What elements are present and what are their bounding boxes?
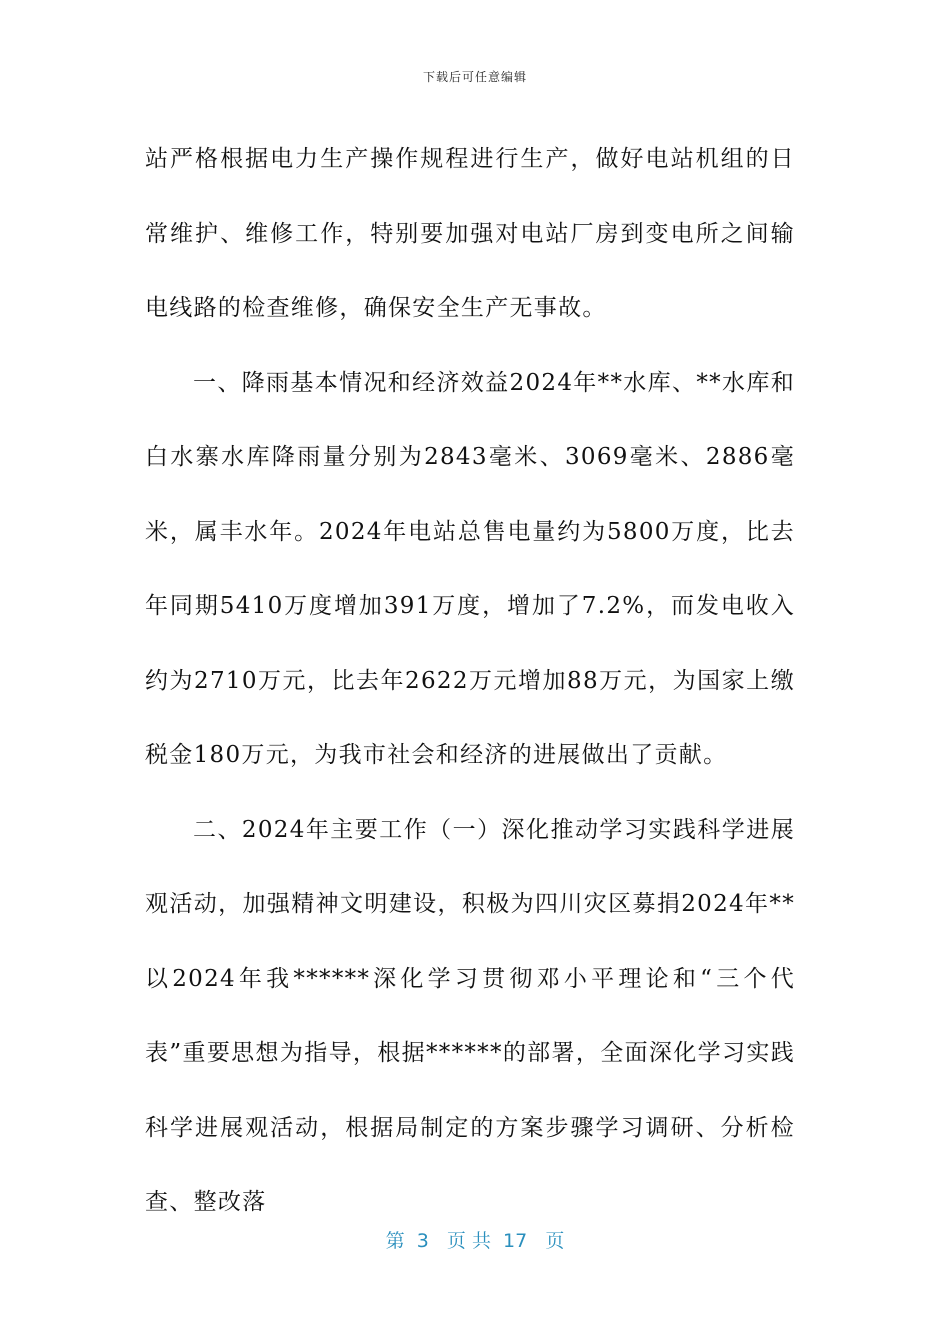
page-number-footer: 第 3 页 共 17 页 (385, 1230, 565, 1252)
paragraph-continuation: 站严格根据电力生产操作规程进行生产，做好电站机组的日常维护、维修工作，特别要加强对电站厂房到变电所之间输电线路的检查维修，确保安全生产无事故。 (145, 146, 795, 321)
paragraph-rainfall-economics: 一、降雨基本情况和经济效益2024年**水库、**水库和白水寨水库降雨量分别为2843毫米、3069毫米、2886毫米，属丰水年。2024年电站总售电量约为5800万度，比去年同期5410万度增加391万度，增加了7.2%，而发电收入约为2710万元，比去年2622万元增加88万元，为国家上缴税金180万元，为我市社会和经济的进展做出了贡献。 (145, 369, 795, 768)
body-text (145, 122, 795, 1240)
header-note: 下载后可任意编辑 (422, 70, 527, 84)
paragraph-main-work: 二、2024年主要工作（一）深化推动学习实践科学进展观活动，加强精神文明建设，积极为四川灾区募捐2024年**以2024年我******深化学习贯彻邓小平理论和“三个代表”重要思想为指导，根据******的部署，全面深化学习实践科学进展观活动，根据局制定的方案步骤学习调研、分析检查、整改落 (145, 816, 795, 1215)
